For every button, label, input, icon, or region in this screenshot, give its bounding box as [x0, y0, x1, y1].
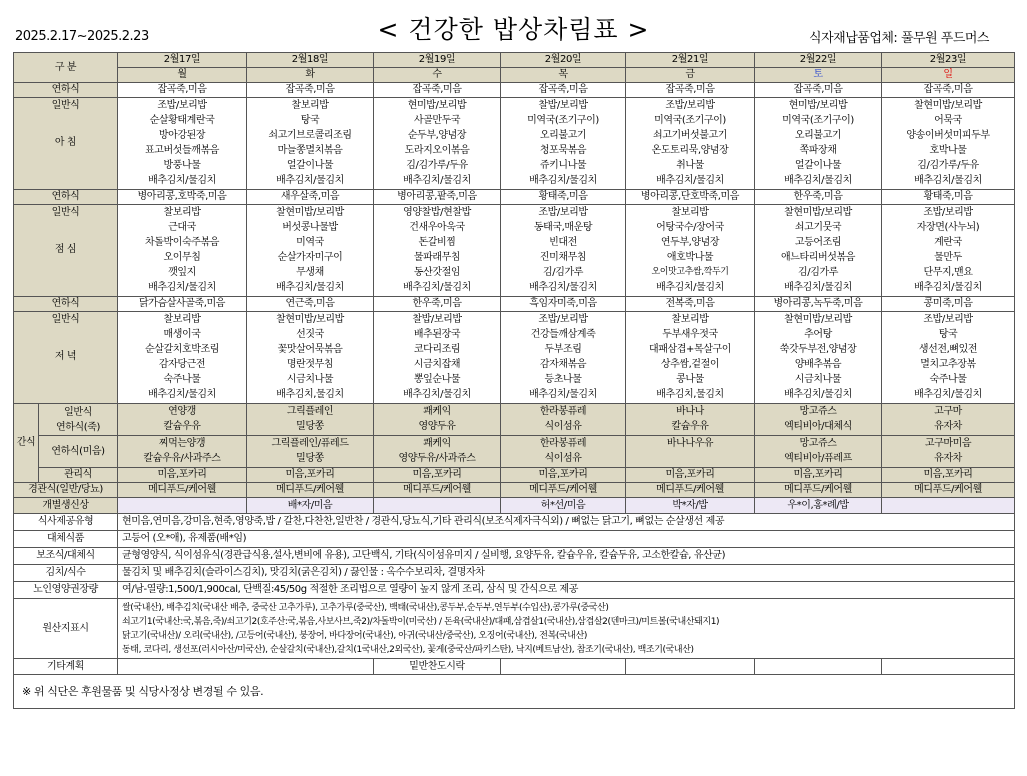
menu-item: 얼갈이나물 — [794, 160, 842, 171]
menu-item: 숙주나물 — [163, 374, 201, 385]
birthday-cell — [374, 498, 501, 514]
menu-cell — [374, 205, 501, 297]
menu-item: 배추김치/물김치 — [148, 282, 216, 293]
tube-feeding-cell: 메디푸드/케어웰 — [374, 483, 501, 498]
care-diet-label: 관리식 — [39, 468, 118, 483]
snack-item: 그릭플레인 — [286, 406, 334, 417]
origin-line: 쌀(국내산), 배추김치(국내산 배추, 중국산 고추가루), 고추가루(중국산), 백태(국내산),콩두부,순두부,연두부(수입산),콩가루(중국산) — [122, 602, 609, 613]
menu-cell — [755, 98, 882, 190]
menu-item: 깻잎지 — [168, 267, 196, 278]
snack-mieum-cell — [626, 436, 755, 468]
menu-item: 배추김치/물김치 — [784, 389, 852, 400]
snack-mieum-cell — [882, 436, 1015, 468]
menu-item: 멸치고추장볶 — [920, 359, 976, 370]
menu-item: 청포묵볶음 — [539, 145, 587, 156]
snack-cell — [247, 404, 374, 436]
snack-item: 쾌케익 — [423, 406, 451, 417]
snack-item: 한라봉퓨레 — [539, 406, 587, 417]
menu-item: 김/김가루/두유 — [917, 160, 979, 171]
menu-item: 마늘쫑멸치볶음 — [277, 145, 343, 156]
soft-diet-cell: 병아리콩,녹두죽,미음 — [755, 297, 882, 312]
soft-diet-cell: 잡곡죽,미음 — [882, 83, 1015, 98]
plan-empty — [755, 659, 882, 675]
snack-mieum-cell — [374, 436, 501, 468]
menu-item: 쑥갓두부전,양념장 — [779, 344, 857, 355]
snack-item: 칼슘우유/사과주스 — [143, 453, 221, 464]
snack-item: 망고쥬스 — [799, 406, 837, 417]
tube-feeding-label: 경관식(일반/당뇨) — [14, 483, 118, 498]
menu-item: 배추김치/물김치 — [403, 175, 471, 186]
menu-item: 찰밥/보리밥 — [412, 314, 462, 325]
menu-item: 시금치잡채 — [413, 359, 461, 370]
snack-item: 찌먹는양갱 — [158, 438, 206, 449]
menu-item: 오이무침 — [163, 252, 201, 263]
care-diet-cell: 미음,포카리 — [247, 468, 374, 483]
menu-item: 건강들깨삼계죽 — [530, 329, 596, 340]
menu-item: 오리불고기 — [794, 130, 842, 141]
snack-item: 바나나 — [676, 406, 704, 417]
menu-item: 순두부,양념장 — [407, 130, 467, 141]
date-header: 2월21일 — [626, 53, 755, 68]
menu-item: 물만두 — [934, 252, 962, 263]
menu-item: 찰현미밥/보리밥 — [276, 314, 344, 325]
menu-item: 도라지오이볶음 — [404, 145, 470, 156]
menu-item: 어탕국수/장어국 — [656, 222, 724, 233]
birthday-cell — [118, 498, 247, 514]
snack-item: 연양갱 — [168, 406, 196, 417]
dinner-label — [14, 312, 118, 404]
menu-cell — [118, 312, 247, 404]
menu-item: 진미채무침 — [539, 252, 587, 263]
plan-empty — [118, 659, 374, 675]
menu-cell — [247, 312, 374, 404]
normal-diet-label: 일반식 — [51, 100, 80, 111]
snack-cell — [501, 404, 626, 436]
menu-item: 조밥/보리밥 — [538, 207, 588, 218]
menu-cell — [882, 98, 1015, 190]
meal-label: 점 심 — [54, 244, 77, 255]
soft-diet-cell: 잡곡죽,미음 — [501, 83, 626, 98]
origin-line: 쇠고기1(국내산:국,볶음,죽)/쇠고기2(호주산:국,볶음,사보사브,죽2)/차돌박이(미국산) / 돈육(국내산)/대패,삼겹살1(국내산),삼겹살2(덴마크)/미트볼(국내산돼지1) — [122, 616, 720, 627]
date-header: 2월23일 — [882, 53, 1015, 68]
menu-item: 배추김치,물김치 — [656, 389, 724, 400]
menu-item: 취나물 — [676, 160, 704, 171]
info-label: 김치/식수 — [14, 565, 118, 582]
menu-item: 찰보리밥 — [163, 314, 201, 325]
menu-cell — [501, 98, 626, 190]
menu-item: 어묵국 — [934, 115, 962, 126]
snack-item — [626, 451, 754, 466]
meal-label: 저 녁 — [54, 351, 77, 362]
menu-item: 연두부,양념장 — [660, 237, 720, 248]
snack-cell — [374, 404, 501, 436]
menu-cell — [501, 205, 626, 297]
info-label: 노인영양권장량 — [14, 582, 118, 599]
menu-item: 호박나물 — [929, 145, 967, 156]
menu-item: 버섯콩나물밥 — [282, 222, 338, 233]
menu-item: 찰밥/보리밥 — [538, 100, 588, 111]
snack-item: 유자차 — [934, 453, 962, 464]
plan-label: 기타계획 — [14, 659, 118, 675]
menu-item: 찰현미밥/보리밥 — [784, 207, 852, 218]
snack-item: 식이섬유 — [544, 453, 582, 464]
tube-feeding-cell: 메디푸드/케어웰 — [626, 483, 755, 498]
menu-item: 시금치나물 — [794, 374, 842, 385]
soft-diet-label: 연하식 — [14, 83, 118, 98]
soft-diet-cell: 잡곡죽,미음 — [626, 83, 755, 98]
menu-item: 애호박나물 — [666, 252, 714, 263]
menu-item: 추어탕 — [804, 329, 832, 340]
menu-item: 동태국,매운탕 — [533, 222, 593, 233]
origin-line: 닭고기(국내산)/ 오리(국내산), /고등어(국내산), 붕장어, 바다장어(국내산), 아귀(국내산/중국산), 오징어(국내산), 전복(국내산) — [122, 630, 587, 641]
snack-normal-sublabel: 일반식 — [64, 406, 92, 418]
menu-item: 찰현미밥/보리밥 — [276, 207, 344, 218]
menu-item: 생선전,뼈있전 — [918, 344, 978, 355]
menu-item: 탕국 — [938, 329, 958, 340]
origin-value — [118, 599, 1015, 659]
snack-item: 칼슘우유 — [671, 421, 709, 432]
menu-item: 애느타리버섯볶음 — [780, 252, 856, 263]
soft-diet-cell: 병아리콩,팥죽,미음 — [374, 190, 501, 205]
birthday-cell: 우*이,홍*례/밥 — [755, 498, 882, 514]
menu-item: 양송이버섯미피두부 — [906, 130, 990, 141]
menu-item: 조밥/보리밥 — [538, 314, 588, 325]
snack-label: 간식 — [14, 404, 39, 483]
menu-item: 배추김치/물김치 — [914, 282, 982, 293]
snack-cell — [882, 404, 1015, 436]
menu-item: 김/김가루/두유 — [406, 160, 468, 171]
care-diet-cell: 미음,포카리 — [626, 468, 755, 483]
date-header: 2월18일 — [247, 53, 374, 68]
soft-diet-cell: 황태죽,미음 — [501, 190, 626, 205]
menu-cell — [626, 205, 755, 297]
menu-item: 고등어조림 — [794, 237, 842, 248]
tube-feeding-cell: 메디푸드/케어웰 — [501, 483, 626, 498]
menu-item: 뽕잎순나물 — [413, 374, 461, 385]
menu-item: 무생채 — [296, 267, 324, 278]
weekday-header: 목 — [501, 68, 626, 83]
menu-item: 순살갈치호박조림 — [144, 344, 220, 355]
soft-diet-cell: 새우살죽,미음 — [247, 190, 374, 205]
menu-item: 콩나물 — [676, 374, 704, 385]
meal-plan-table — [13, 52, 1015, 709]
tube-feeding-cell: 메디푸드/케어웰 — [882, 483, 1015, 498]
menu-item: 순살가자미구이 — [277, 252, 343, 263]
menu-cell — [882, 205, 1015, 297]
menu-item: 사골만두국 — [413, 115, 461, 126]
menu-item: 돈갈비찜 — [418, 237, 456, 248]
menu-item: 현미밥/보리밥 — [788, 100, 848, 111]
snack-mieum-cell — [247, 436, 374, 468]
menu-cell — [374, 312, 501, 404]
menu-item: 단무지,맨요 — [923, 267, 973, 278]
menu-item: 배추김치/물김치 — [148, 389, 216, 400]
menu-item: 찰보리밥 — [671, 207, 709, 218]
origin-line: 동태, 코다리, 생선포(러시아산/미국산), 순살갈치(국내산),갈치(1국내산,2외국산), 꽃게(중국산/파키스탄), 낙지(베트남산), 참조기(국내산), 백조기(국내산) — [122, 644, 694, 655]
date-header: 2월19일 — [374, 53, 501, 68]
menu-item: 차돌박이숙주볶음 — [144, 237, 220, 248]
soft-diet-cell: 잡곡죽,미음 — [755, 83, 882, 98]
menu-item: 계란국 — [934, 237, 962, 248]
menu-item: 쇠고기브로콜리조림 — [268, 130, 352, 141]
menu-item: 김/김가루 — [797, 267, 838, 278]
soft-diet-cell: 잡곡죽,미음 — [374, 83, 501, 98]
snack-item: 칼슘우유 — [163, 421, 201, 432]
date-header: 2월17일 — [118, 53, 247, 68]
snack-item: 바나나우유 — [666, 438, 714, 449]
menu-item: 조밥/보리밥 — [923, 207, 973, 218]
menu-item: 오리불고기 — [539, 130, 587, 141]
soft-diet-cell: 병아리콩,호박죽,미음 — [118, 190, 247, 205]
menu-item: 배추김치/물김치 — [276, 282, 344, 293]
menu-item: 두부조림 — [544, 344, 582, 355]
menu-item: 선짓국 — [296, 329, 324, 340]
snack-item: 영양두유 — [418, 421, 456, 432]
menu-item: 찰보리밥 — [163, 207, 201, 218]
menu-item: 빈대전 — [549, 237, 577, 248]
menu-item: 배추김치/물김치 — [656, 282, 724, 293]
snack-item: 그릭플레인/퓨레드 — [271, 438, 349, 449]
menu-cell — [247, 98, 374, 190]
menu-item: 조밥/보리밥 — [157, 100, 207, 111]
snack-mieum-cell — [755, 436, 882, 468]
soft-diet-cell: 흑임자미죽,미음 — [501, 297, 626, 312]
menu-item: 조밥/보리밥 — [665, 100, 715, 111]
date-header: 2월22일 — [755, 53, 882, 68]
menu-item: 대패삼겹+목살구이 — [648, 344, 732, 355]
menu-item: 온도토리묵,양념장 — [651, 145, 729, 156]
info-label: 보조식/대체식 — [14, 548, 118, 565]
weekday-header: 일 — [882, 68, 1015, 83]
menu-cell — [501, 312, 626, 404]
menu-item: 배추김치/물김치 — [403, 389, 471, 400]
menu-item: 명란젓무침 — [286, 359, 334, 370]
snack-cell — [626, 404, 755, 436]
soft-diet-cell: 황태죽,미음 — [882, 190, 1015, 205]
soft-diet-label: 연하식 — [14, 190, 118, 205]
normal-diet-label: 일반식 — [51, 314, 80, 325]
menu-item: 배추김치/물김치 — [529, 389, 597, 400]
snack-item: 영양두유/사과쥬스 — [398, 453, 476, 464]
menu-item: 쇠고기뭇국 — [794, 222, 842, 233]
menu-item: 배추김치/물김치 — [656, 175, 724, 186]
snack-cell — [755, 404, 882, 436]
page-title: < 건강한 밥상차림표 > — [377, 15, 650, 44]
snack-normal-label — [39, 404, 118, 436]
menu-item: 시금치나물 — [286, 374, 334, 385]
snack-mieum-label: 연하식(미음) — [39, 436, 118, 468]
weekday-header: 월 — [118, 68, 247, 83]
menu-item: 상추쌈,겉절이 — [660, 359, 720, 370]
menu-item: 찰현미밥/보리밥 — [914, 100, 982, 111]
care-diet-cell: 미음,포카리 — [755, 468, 882, 483]
menu-item: 배추김치,물김치 — [276, 389, 344, 400]
menu-item: 양배추볶음 — [794, 359, 842, 370]
snack-item: 유자차 — [934, 421, 962, 432]
notice-text: ※ 위 식단은 후원물품 및 식당사정상 변경될 수 있음. — [14, 675, 1015, 709]
birthday-cell — [882, 498, 1015, 514]
menu-item: 근대국 — [168, 222, 196, 233]
menu-item: 배추김치/물김치 — [784, 175, 852, 186]
menu-item: 쇠고기버섯불고기 — [652, 130, 728, 141]
menu-item: 등초나물 — [544, 374, 582, 385]
vendor-label: 식자재납품업체: 풀무원 푸드머스 — [809, 31, 989, 46]
birthday-cell: 박*자/밥 — [626, 498, 755, 514]
snack-item: 망고쥬스 — [799, 438, 837, 449]
menu-item: 감자채볶음 — [539, 359, 587, 370]
menu-item: 배추김치/물김치 — [276, 175, 344, 186]
soft-diet-cell: 잡곡죽,미음 — [118, 83, 247, 98]
date-header: 2월20일 — [501, 53, 626, 68]
soft-diet-cell: 연근죽,미음 — [247, 297, 374, 312]
menu-cell — [247, 205, 374, 297]
snack-mieum-cell — [118, 436, 247, 468]
menu-item: 배추김치/물김치 — [529, 175, 597, 186]
plan-value: 밑반찬도시락 — [374, 659, 501, 675]
soft-diet-cell: 잡곡죽,미음 — [247, 83, 374, 98]
menu-item: 찰보리밥 — [291, 100, 329, 111]
weekday-header: 토 — [755, 68, 882, 83]
info-label: 식사제공유형 — [14, 514, 118, 531]
gubun-header: 구 분 — [14, 53, 118, 83]
menu-item: 자장면(사누뇌) — [916, 222, 980, 233]
tube-feeding-cell: 메디푸드/케어웰 — [755, 483, 882, 498]
menu-cell — [374, 98, 501, 190]
menu-item: 코다리조림 — [413, 344, 461, 355]
snack-mieum-cell — [501, 436, 626, 468]
menu-cell — [118, 98, 247, 190]
menu-item: 미역국(조기구이) — [654, 115, 726, 126]
care-diet-cell: 미음,포카리 — [374, 468, 501, 483]
soft-diet-cell: 한우죽,미음 — [374, 297, 501, 312]
menu-item: 배추김치/물김치 — [529, 282, 597, 293]
origin-label: 원산지표시 — [14, 599, 118, 659]
menu-item: 숙주나물 — [929, 374, 967, 385]
menu-item: 두부새우젓국 — [662, 329, 718, 340]
menu-item: 꽃맛살어묵볶음 — [277, 344, 343, 355]
birthday-cell: 배*자/미음 — [247, 498, 374, 514]
menu-item: 배추김치/물김치 — [403, 282, 471, 293]
snack-item: 한라봉퓨레 — [539, 438, 587, 449]
menu-item: 표고버섯들깨볶음 — [144, 145, 220, 156]
lunch-label — [14, 205, 118, 297]
info-value: 여/남-열량:1,500/1,900cal, 단백질:45/50g 적절한 조리법으로 열량이 높지 않게 조리, 삼식 및 간식으로 제공 — [118, 582, 1015, 599]
weekday-header: 수 — [374, 68, 501, 83]
snack-soft-label: 연하식(죽) — [55, 421, 101, 433]
soft-diet-cell: 닭가슴살사골죽,미음 — [118, 297, 247, 312]
menu-cell — [626, 98, 755, 190]
menu-item: 얼갈이나물 — [286, 160, 334, 171]
menu-item: 미역국(조기구이) — [527, 115, 599, 126]
birthday-cell: 허*선/미음 — [501, 498, 626, 514]
menu-item: 미역국 — [296, 237, 324, 248]
normal-diet-label: 일반식 — [51, 207, 80, 218]
menu-item: 찰현미밥/보리밥 — [784, 314, 852, 325]
info-value: 물김치 및 배추김치(슬라이스김치), 맛김치(굵은김치) / 끓인물 : 옥수수보리차, 결명자차 — [118, 565, 1015, 582]
snack-item: 식이섬유 — [544, 421, 582, 432]
snack-cell — [118, 404, 247, 436]
menu-item: 배추김치/물김치 — [914, 175, 982, 186]
menu-item: 배추된장국 — [413, 329, 461, 340]
menu-item: 감자당근전 — [158, 359, 206, 370]
menu-cell — [755, 312, 882, 404]
menu-item: 조밥/보리밥 — [923, 314, 973, 325]
menu-item: 쥬키니나물 — [539, 160, 587, 171]
care-diet-cell: 미음,포카리 — [501, 468, 626, 483]
menu-item: 배추김치/물김치 — [914, 389, 982, 400]
date-range: 2025.2.17~2025.2.23 — [15, 29, 149, 44]
info-value: 현미음,연미음,강미음,현죽,영양죽,밥 / 갈찬,다찬찬,일반찬 / 경관식,당뇨식,기타 관리식(보조식제자극식외) / 뼈없는 닭고기, 뼈없는 순살생선 제공 — [118, 514, 1015, 531]
menu-item: 김/김가루 — [542, 267, 583, 278]
weekday-header: 금 — [626, 68, 755, 83]
snack-item: 고구마 — [934, 406, 962, 417]
care-diet-cell: 미음,포카리 — [882, 468, 1015, 483]
care-diet-cell: 미음,포카리 — [118, 468, 247, 483]
weekday-header: 화 — [247, 68, 374, 83]
snack-item: 고구마미음 — [924, 438, 972, 449]
menu-cell — [118, 205, 247, 297]
menu-cell — [882, 312, 1015, 404]
snack-item: 엑티비아/퓨레프 — [784, 453, 852, 464]
menu-item: 배추김치/물김치 — [148, 175, 216, 186]
menu-cell — [755, 205, 882, 297]
snack-item: 밀당쫑 — [296, 453, 324, 464]
menu-item: 매생이국 — [163, 329, 201, 340]
plan-empty — [626, 659, 755, 675]
menu-item: 방아강된장 — [158, 130, 206, 141]
menu-item: 영양찰밥/현찰밥 — [403, 207, 471, 218]
birthday-label: 개별생신상 — [14, 498, 118, 514]
soft-diet-cell: 콩미죽,미음 — [882, 297, 1015, 312]
menu-item: 순살황태계란국 — [149, 115, 215, 126]
snack-item: 엑티비아/대체식 — [784, 421, 852, 432]
tube-feeding-cell: 메디푸드/케어웰 — [247, 483, 374, 498]
menu-item: 오이맛고추쌈,깍두기 — [651, 267, 729, 277]
menu-item: 건새우아욱국 — [409, 222, 465, 233]
plan-empty — [882, 659, 1015, 675]
menu-item: 미역국(조기구이) — [782, 115, 854, 126]
soft-diet-cell: 병아리콩,단호박죽,미음 — [626, 190, 755, 205]
menu-item: 배추김치/물김치 — [784, 282, 852, 293]
snack-item: 쾌케익 — [423, 438, 451, 449]
menu-item: 쪽파장채 — [799, 145, 837, 156]
meal-label: 아 침 — [54, 137, 77, 148]
menu-item: 물파래무침 — [413, 252, 461, 263]
soft-diet-label: 연하식 — [14, 297, 118, 312]
menu-item: 방풍나물 — [163, 160, 201, 171]
info-label: 대체식품 — [14, 531, 118, 548]
breakfast-label — [14, 98, 118, 190]
menu-cell — [626, 312, 755, 404]
menu-item: 찰보리밥 — [671, 314, 709, 325]
info-value: 균형영양식, 식이섬유식(경관급식용,설사,변비에 유용), 고단백식, 기타(식이섬유미지 / 실비행, 요양두유, 칼슘우유, 칼슘두유, 고소한칼슘, 유산균) — [118, 548, 1015, 565]
info-value: 고등어 (오*애), 유제품(배*임) — [118, 531, 1015, 548]
menu-item: 현미밥/보리밥 — [407, 100, 467, 111]
menu-item: 동산갓절임 — [413, 267, 461, 278]
soft-diet-cell: 전복죽,미음 — [626, 297, 755, 312]
soft-diet-cell: 한우죽,미음 — [755, 190, 882, 205]
tube-feeding-cell: 메디푸드/케어웰 — [118, 483, 247, 498]
plan-empty — [501, 659, 626, 675]
snack-item: 밀당쫑 — [296, 421, 324, 432]
menu-item: 탕국 — [300, 115, 320, 126]
